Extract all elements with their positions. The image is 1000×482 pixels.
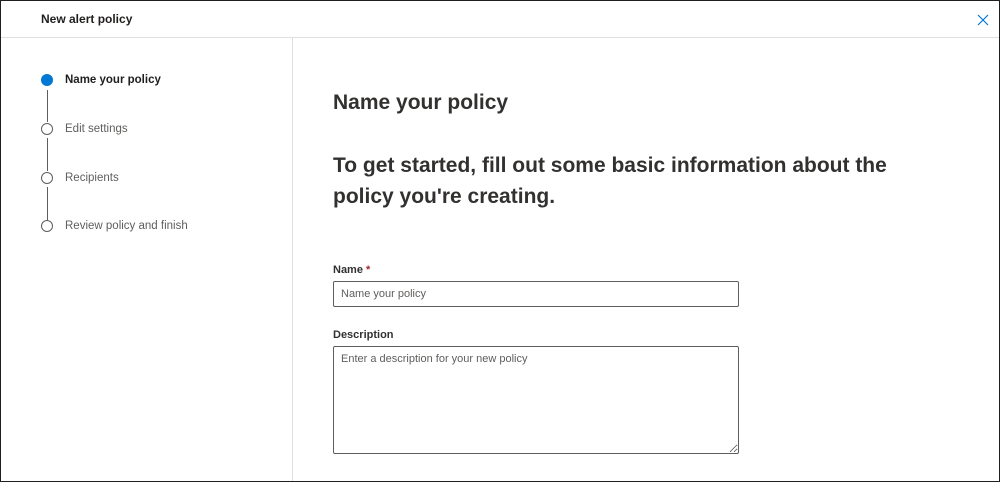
- step-edit-settings[interactable]: [41, 121, 128, 137]
- step-connector: [47, 90, 48, 122]
- name-label-text: Name: [333, 264, 363, 276]
- step-label: Edit settings: [65, 123, 128, 135]
- step-review-and-finish[interactable]: [41, 218, 188, 234]
- panel-title: New alert policy: [41, 12, 133, 26]
- step-connector: [47, 187, 48, 220]
- step-name-your-policy[interactable]: [41, 72, 161, 88]
- description-textarea[interactable]: [333, 346, 739, 454]
- panel-header: [1, 1, 999, 38]
- step-label: Name your policy: [65, 74, 161, 86]
- step-indicator: [41, 172, 53, 184]
- step-recipients[interactable]: [41, 170, 119, 186]
- step-current-indicator: [41, 74, 53, 86]
- name-field-label: [333, 264, 370, 276]
- intro-text: To get started, fill out some basic information about the policy you're creating.: [333, 154, 887, 208]
- required-indicator: *: [366, 264, 371, 276]
- close-button[interactable]: [973, 10, 993, 30]
- page-title: Name your policy: [333, 91, 509, 114]
- close-icon: [977, 14, 989, 26]
- step-indicator: [41, 123, 53, 135]
- step-label: Review policy and finish: [65, 220, 188, 232]
- step-label: Recipients: [65, 172, 119, 184]
- wizard-steps: [1, 38, 293, 481]
- name-input[interactable]: [333, 281, 739, 307]
- step-indicator: [41, 220, 53, 232]
- description-field-label: Description: [333, 329, 394, 341]
- step-connector: [47, 138, 48, 171]
